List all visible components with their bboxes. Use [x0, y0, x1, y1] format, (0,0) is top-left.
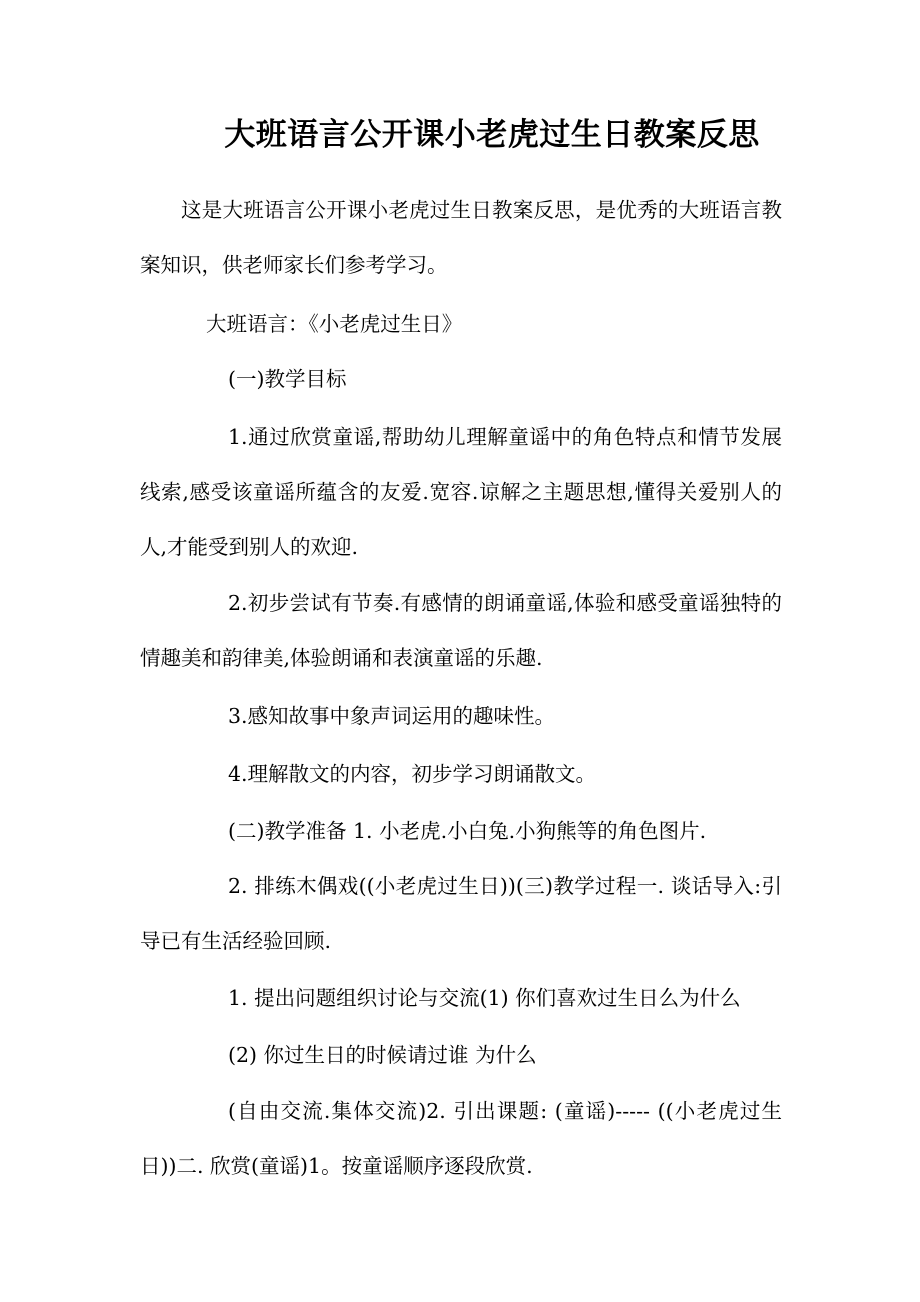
rehearsal-paragraph: 2. 排练木偶戏((小老虎过生日))(三)教学过程一. 谈话导入:引导已有生活经验回顾. [140, 874, 782, 953]
goal-4-paragraph: 4.理解散文的内容，初步学习朗诵散文。 [228, 762, 597, 786]
question-1-paragraph: 1. 提出问题组织讨论与交流(1) 你们喜欢过生日么为什么 [228, 986, 741, 1010]
exchange-paragraph: (自由交流.集体交流)2. 引出课题: (童谣)----- ((小老虎过生日))二. 欣赏(童谣)1。按童谣顺序逐段欣赏. [140, 1099, 782, 1178]
question-2-paragraph: (2) 你过生日的时候请过谁 为什么 [228, 1043, 537, 1067]
intro-paragraph: 这是大班语言公开课小老虎过生日教案反思，是优秀的大班语言教案知识，供老师家长们参考学习。 [140, 198, 782, 277]
lesson-title-paragraph: 大班语言：《小老虎过生日》 [206, 312, 463, 336]
goal-3-paragraph: 3.感知故事中象声词运用的趣味性。 [228, 704, 556, 728]
document-title: 大班语言公开课小老虎过生日教案反思 [224, 117, 760, 153]
goal-1-paragraph: 1.通过欣赏童谣,帮助幼儿理解童谣中的角色特点和情节发展线索,感受该童谣所蕴含的友爱.宽容.谅解之主题思想,懂得关爱别人的人,才能受到别人的欢迎. [140, 425, 782, 559]
goals-heading: (一)教学目标 [228, 367, 347, 391]
goal-2-paragraph: 2.初步尝试有节奏.有感情的朗诵童谣,体验和感受童谣独特的情趣美和韵律美,体验朗诵和表演童谣的乐趣. [140, 591, 782, 670]
preparation-paragraph: (二)教学准备 1. 小老虎.小白兔.小狗熊等的角色图片. [228, 819, 707, 843]
